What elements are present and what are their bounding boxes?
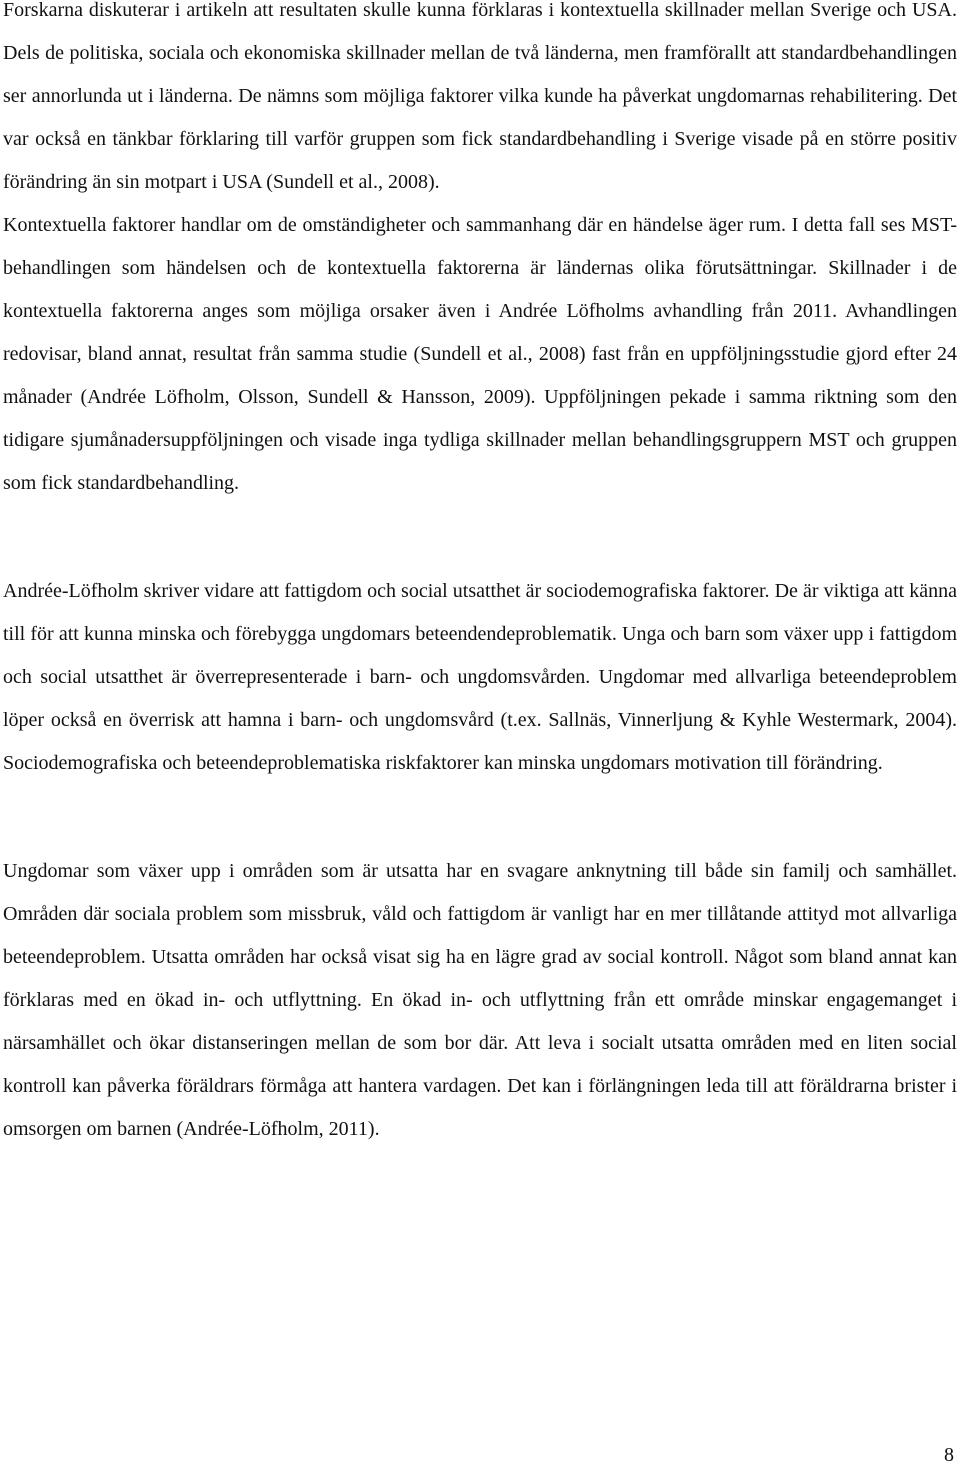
page-number: 8 [944,1444,954,1466]
paragraph-sociodemographic-factors: Andrée-Löfholm skriver vidare att fattigdom och social utsatthet är sociodemografiska faktorer. De är viktiga att känna till för att kunna minska och förebygga ungdomars beteendendeproblematik. Unga och barn som växer upp i fattigdom och social utsatthet är överrepresenterade i barn- och ungdomsvården. Ungdomar med allvarliga beteendeproblem löper också en överrisk att hamna i barn- och ungdomsvård (t.ex. Sallnäs, Vinnerljung & Kyhle Westermark, 2004). Sociodemografiska och beteendeproblematiska riskfaktorer kan minska ungdomars motivation till förändring. [3,580,957,774]
paragraph-vulnerable-areas: Ungdomar som växer upp i områden som är utsatta har en svagare anknytning till både sin familj och samhället. Områden där sociala problem som missbruk, våld och fattigdom är vanligt har en mer tillåtande attityd mot allvarliga beteendeproblem. Utsatta områden har också visat sig ha en lägre grad av social kontroll. Något som bland annat kan förklaras med en ökad in- och utflyttning. En ökad in- och utflyttning från ett område minskar engagemanget i närsamhället och ökar distanseringen mellan de som bor där. Att leva i socialt utsatta områden med en liten social kontroll kan påverka föräldrars förmåga att hantera vardagen. Det kan i förlängningen leda till att föräldrarna brister i omsorgen om barnen (Andrée-Löfholm, 2011). [3,860,957,1140]
paragraph-contextual-factors: Kontextuella faktorer handlar om de omständigheter och sammanhang där en händelse äger rum. I detta fall ses MST-behandlingen som händelsen och de kontextuella faktorerna är ländernas olika förutsättningar. Skillnader i de kontextuella faktorerna anges som möjliga orsaker även i Andrée Löfholms avhandling från 2011. Avhandlingen redovisar, bland annat, resultat från samma studie (Sundell et al., 2008) fast från en uppföljningsstudie gjord efter 24 månader (Andrée Löfholm, Olsson, Sundell & Hansson, 2009). Uppföljningen pekade i samma riktning som den tidigare sjumånadersuppföljningen och visade inga tydliga skillnader mellan behandlingsgruppern MST och gruppen som fick standardbehandling. [3,214,957,494]
paragraph-context-differences: Forskarna diskuterar i artikeln att resultaten skulle kunna förklaras i kontextuella skillnader mellan Sverige och USA. Dels de politiska, sociala och ekonomiska skillnader mellan de två länderna, men framförallt att standardbehandlingen ser annorlunda ut i länderna. De nämns som möjliga faktorer vilka kunde ha påverkat ungdomarnas rehabilitering. Det var också en tänkbar förklaring till varför gruppen som fick standardbehandling i Sverige visade på en större positiv förändring än sin motpart i USA (Sundell et al., 2008). [3,0,957,193]
document-page [3,0,957,1151]
